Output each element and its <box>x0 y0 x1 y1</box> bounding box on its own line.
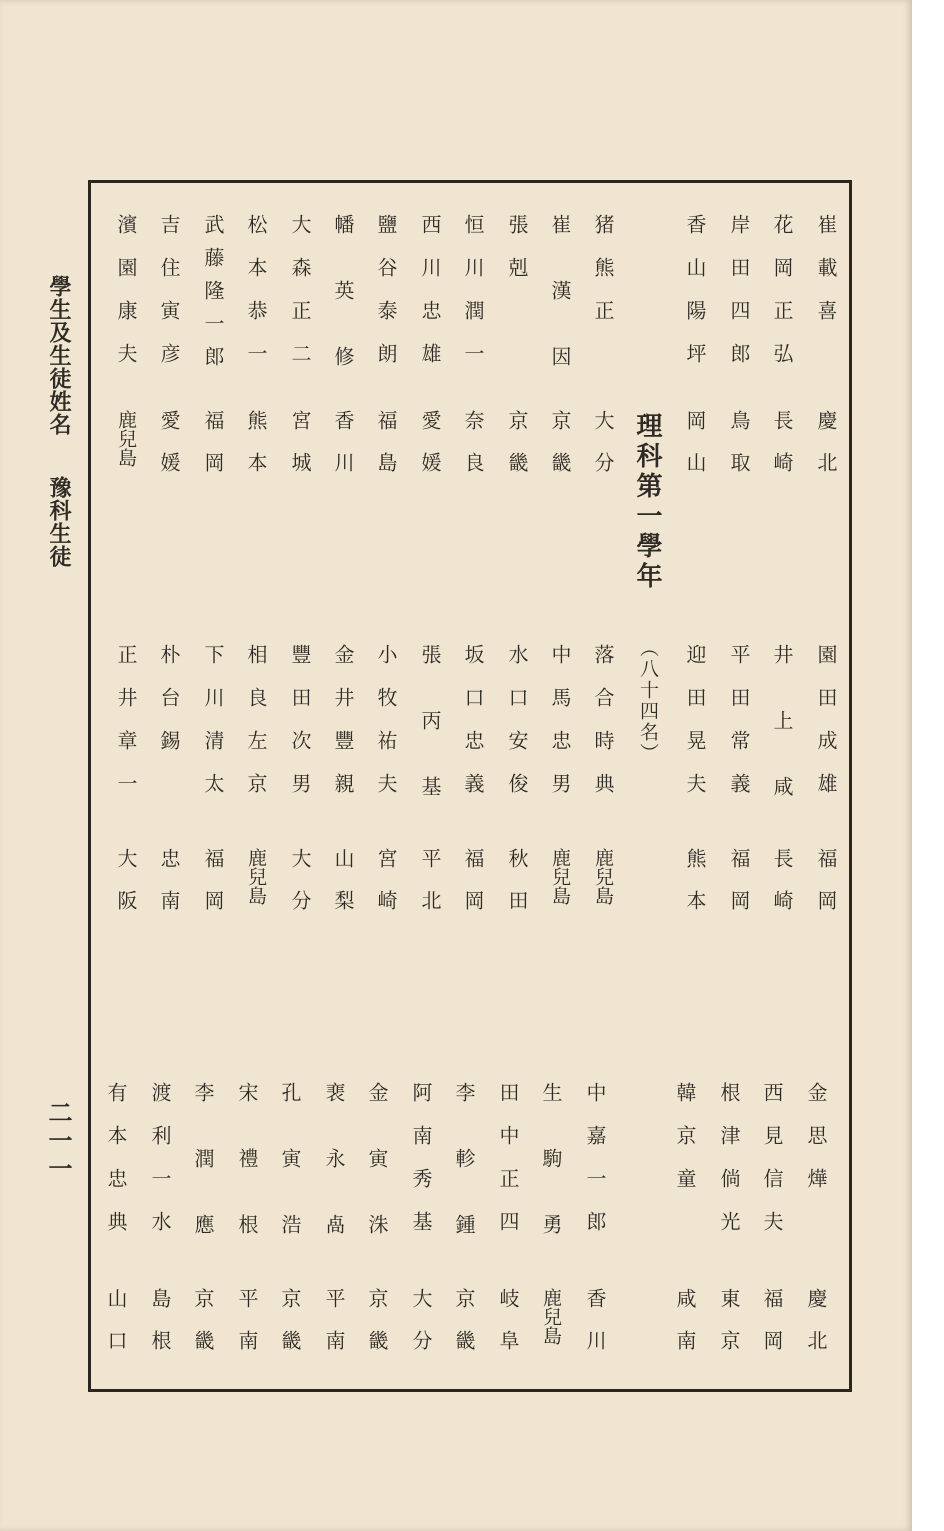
list-item-name: 吉住寅彦 <box>157 214 181 386</box>
list-item-name: 岸田四郎 <box>727 214 751 386</box>
list-item-name: 崔漢因 <box>548 214 572 412</box>
list-item-place: 奈良 <box>461 410 485 494</box>
list-item-name: 西川忠雄 <box>418 214 442 386</box>
list-item-place: 慶北 <box>804 1288 828 1372</box>
section-heading: 理科第一學年 <box>632 412 662 592</box>
list-item-name: 井上咸 <box>770 644 794 842</box>
list-item-name: 迎田晃夫 <box>683 644 707 816</box>
list-item-place: 宮崎 <box>374 848 398 932</box>
list-item-name: 幡英修 <box>331 214 355 412</box>
list-item-place: 岡山 <box>683 410 707 494</box>
list-item-place: 香川 <box>583 1288 607 1372</box>
list-item-place: 福岡 <box>201 410 225 494</box>
list-item-name: 根津倘光 <box>717 1082 741 1254</box>
list-item-name: 坂口忠義 <box>461 644 485 816</box>
list-item-name: 裵永卨 <box>322 1082 346 1280</box>
list-item-place: 島根 <box>148 1288 172 1372</box>
list-item-place: 福岡 <box>461 848 485 932</box>
list-item-name: 生駒勇 <box>539 1082 563 1280</box>
list-item-name: 金思燁 <box>804 1082 828 1211</box>
list-item-place: 福岡 <box>814 848 838 932</box>
list-item-name: 金寅洙 <box>365 1082 389 1280</box>
list-item-place: 長崎 <box>770 410 794 494</box>
list-item-name: 渡利一水 <box>148 1082 172 1254</box>
list-item-name: 猪熊正 <box>591 214 615 343</box>
list-item-name: 朴台錫 <box>157 644 181 773</box>
list-item-place: 平南 <box>235 1288 259 1372</box>
list-item-name: 園田成雄 <box>814 644 838 816</box>
list-item-place: 秋田 <box>505 848 529 932</box>
list-item-place: 宮城 <box>288 410 312 494</box>
list-item-name: 金井豐親 <box>331 644 355 816</box>
list-item-place: 愛媛 <box>157 410 181 494</box>
list-item-name: 崔載喜 <box>814 214 838 343</box>
list-item-place: 京畿 <box>278 1288 302 1372</box>
running-title-main: 學生及生徒姓名 <box>46 275 72 436</box>
list-item-place: 忠南 <box>157 848 181 932</box>
list-item-name: 恒川潤一 <box>461 214 485 386</box>
list-item-name: 李潤應 <box>191 1082 215 1280</box>
list-item-name: 水口安俊 <box>505 644 529 816</box>
list-item-place: 咸南 <box>673 1288 697 1372</box>
list-item-name: 中馬忠男 <box>548 644 572 816</box>
list-item-place: 鳥取 <box>727 410 751 494</box>
list-item-place: 京畿 <box>191 1288 215 1372</box>
list-item-name: 田中正四 <box>496 1082 520 1254</box>
list-item-place: 熊本 <box>683 848 707 932</box>
list-item-place: 京畿 <box>452 1288 476 1372</box>
list-item-place: 鹿兒島 <box>115 410 137 467</box>
list-item-place: 京畿 <box>548 410 572 494</box>
list-item-name: 中嘉一郎 <box>583 1082 607 1254</box>
list-item-name: 濱園康夫 <box>114 214 138 386</box>
list-item-place: 福岡 <box>760 1288 784 1372</box>
list-item-place: 京畿 <box>365 1288 389 1372</box>
list-item-place: 大阪 <box>114 848 138 932</box>
list-item-place: 愛媛 <box>418 410 442 494</box>
list-item-place: 熊本 <box>244 410 268 494</box>
list-item-place: 大分 <box>288 848 312 932</box>
list-item-name: 香山陽坪 <box>683 214 707 386</box>
list-item-name: 落合時典 <box>591 644 615 816</box>
list-item-place: 大分 <box>591 410 615 494</box>
list-item-name: 阿南秀基 <box>409 1082 433 1254</box>
list-item-place: 福岡 <box>727 848 751 932</box>
list-item-place: 福島 <box>374 410 398 494</box>
list-item-place: 福岡 <box>201 848 225 932</box>
list-item-name: 孔寅浩 <box>278 1082 302 1280</box>
list-item-name: 平田常義 <box>727 644 751 816</box>
list-item-place: 大分 <box>409 1288 433 1372</box>
list-item-name: 松本恭一 <box>244 214 268 386</box>
list-item-place: 鹿兒島 <box>549 848 571 905</box>
list-item-name: 下川清太 <box>201 644 225 816</box>
list-item-name: 西見信夫 <box>760 1082 784 1254</box>
margin-running-title <box>48 275 70 568</box>
list-item-name: 鹽谷泰朗 <box>374 214 398 386</box>
list-item-place: 山口 <box>104 1288 128 1372</box>
list-item-place: 鹿兒島 <box>245 848 267 905</box>
list-item-place: 平北 <box>418 848 442 932</box>
running-title-sub: 豫科生徒 <box>46 476 72 568</box>
list-item-name: 相良左京 <box>244 644 268 816</box>
list-item-name: 張剋 <box>505 214 529 300</box>
list-item-place: 東京 <box>717 1288 741 1372</box>
list-item-place: 京畿 <box>505 410 529 494</box>
list-item-name: 武藤隆一郎 <box>201 214 225 379</box>
list-item-name: 有本忠典 <box>104 1082 128 1254</box>
list-item-place: 長崎 <box>770 848 794 932</box>
list-item-place: 岐阜 <box>496 1288 520 1372</box>
list-item-name: 豐田次男 <box>288 644 312 816</box>
list-item-name: 花岡正弘 <box>770 214 794 386</box>
list-item-place: 慶北 <box>814 410 838 494</box>
page-number: 二一一 <box>44 1100 73 1184</box>
list-item-name: 李軫鍾 <box>452 1082 476 1280</box>
list-item-name: 張丙基 <box>418 644 442 842</box>
list-item-place: 山梨 <box>331 848 355 932</box>
list-item-place: 鹿兒島 <box>540 1288 562 1345</box>
list-item-place: 平南 <box>322 1288 346 1372</box>
list-item-name: 大森正二 <box>288 214 312 386</box>
section-count: （八十四名） <box>637 638 659 764</box>
list-item-name: 韓京童 <box>673 1082 697 1211</box>
list-item-name: 宋禮根 <box>235 1082 259 1280</box>
list-item-name: 正井章一 <box>114 644 138 816</box>
list-item-place: 香川 <box>331 410 355 494</box>
list-item-name: 小牧祐夫 <box>374 644 398 816</box>
list-item-place: 鹿兒島 <box>592 848 614 905</box>
